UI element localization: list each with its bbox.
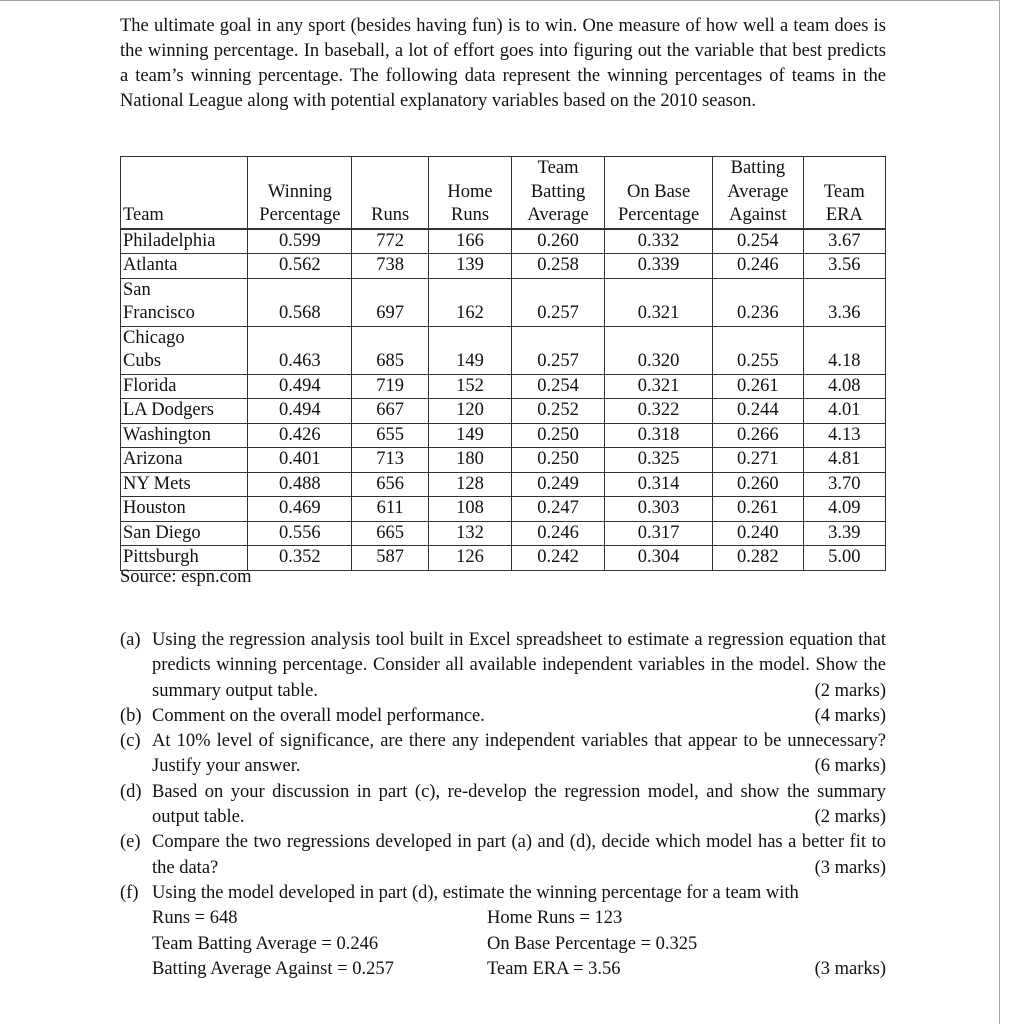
table-cell: 0.242 [512, 546, 605, 571]
table-cell: 719 [352, 374, 429, 399]
table-cell: 587 [352, 546, 429, 571]
question-item [120, 628, 886, 704]
table-cell: 656 [352, 472, 429, 497]
column-header-line: Against [729, 205, 787, 225]
table-row [121, 254, 886, 279]
table-cell: 4.18 [803, 326, 885, 374]
table-cell: 0.321 [605, 374, 713, 399]
table-row [121, 472, 886, 497]
column-header-line: Team [823, 181, 865, 202]
table-cell: 667 [352, 399, 429, 424]
question-label: (e) [120, 832, 141, 853]
question-item [120, 881, 886, 906]
column-header-line: Batting [530, 181, 586, 202]
table-cell: 0.250 [512, 423, 605, 448]
given-value: On Base Percentage = 0.325 [487, 933, 698, 954]
column-header-line: Home [447, 181, 493, 202]
table-cell: 0.325 [605, 448, 713, 473]
table-cell: 738 [352, 254, 429, 279]
table-cell: 0.260 [713, 472, 804, 497]
table-cell: 0.246 [512, 521, 605, 546]
column-header-line: On Base [627, 181, 691, 202]
source-note: Source: espn.com [120, 567, 252, 587]
table-cell: 0.463 [248, 326, 352, 374]
table-row [121, 423, 886, 448]
question-item [120, 729, 886, 780]
table-cell: 0.426 [248, 423, 352, 448]
given-value: Home Runs = 123 [487, 908, 623, 929]
table-cell: 5.00 [803, 546, 885, 571]
table-cell: 665 [352, 521, 429, 546]
column-header [803, 157, 885, 229]
team-name-cell: NY Mets [121, 472, 248, 497]
given-value: Batting Average Against = 0.257 [152, 958, 394, 979]
table-cell: 0.332 [605, 229, 713, 254]
question-marks: (2 marks) [814, 680, 886, 701]
table-cell: 149 [429, 326, 512, 374]
table-cell: 0.254 [713, 229, 804, 254]
question-text: Using the regression analysis tool built in Excel spreadsheet to estimate a regression equation that predicts winning percentage. Consider all available independent variables in the model. Show the summary output table. (2 marks) [152, 628, 886, 704]
table-header-row [121, 157, 886, 229]
table-cell: 0.254 [512, 374, 605, 399]
given-value: Runs = 648 [152, 908, 238, 929]
team-name-cell: San Francisco [121, 278, 248, 326]
table-cell: 0.599 [248, 229, 352, 254]
table-row [121, 374, 886, 399]
table-cell: 120 [429, 399, 512, 424]
column-header-line: Runs [451, 205, 490, 225]
team-name-cell: Arizona [121, 448, 248, 473]
column-header-line: Batting [730, 158, 786, 178]
column-header-line: Winning [267, 181, 332, 202]
question-marks: (4 marks) [814, 705, 886, 726]
table-cell: 0.304 [605, 546, 713, 571]
team-name-cell: Florida [121, 374, 248, 399]
question-marks: (6 marks) [814, 756, 886, 777]
table-cell: 108 [429, 497, 512, 522]
table-cell: 0.401 [248, 448, 352, 473]
table-cell: 713 [352, 448, 429, 473]
table-cell: 697 [352, 278, 429, 326]
table-cell: 0.246 [713, 254, 804, 279]
team-name-cell: LA Dodgers [121, 399, 248, 424]
table-cell: 4.01 [803, 399, 885, 424]
question-item [120, 780, 886, 831]
table-row [121, 399, 886, 424]
table-cell: 0.488 [248, 472, 352, 497]
team-name-cell: Chicago Cubs [121, 326, 248, 374]
column-header-line: ERA [825, 205, 863, 225]
table-cell: 0.271 [713, 448, 804, 473]
table-cell: 166 [429, 229, 512, 254]
column-header [713, 157, 804, 229]
table-cell: 4.13 [803, 423, 885, 448]
team-stats-table [120, 156, 886, 571]
table-cell: 0.494 [248, 399, 352, 424]
table-cell: 0.244 [713, 399, 804, 424]
table-cell: 0.562 [248, 254, 352, 279]
table-cell: 0.494 [248, 374, 352, 399]
table-cell: 0.556 [248, 521, 352, 546]
given-value: Team ERA = 3.56 [487, 958, 621, 979]
given-values-row [120, 906, 886, 931]
given-values-row [120, 957, 886, 982]
table-cell: 0.314 [605, 472, 713, 497]
table-cell: 0.352 [248, 546, 352, 571]
column-header-line: Runs [371, 205, 410, 225]
intro-paragraph: The ultimate goal in any sport (besides having fun) is to win. One measure of how well a team does is the winning percentage. In baseball, a lot of effort goes into figuring out the variable that best predicts a team’s winning percentage. The following data represent the winning percentages of teams in the National League along with potential explanatory variables based on the 2010 season. [120, 16, 886, 111]
column-header-line: Percentage [618, 205, 700, 225]
column-header-line: Team [537, 158, 579, 178]
question-text: Using the model developed in part (d), estimate the winning percentage for a team with [152, 882, 799, 903]
table-cell: 0.260 [512, 229, 605, 254]
question-marks: (3 marks) [814, 857, 886, 878]
given-value: Team Batting Average = 0.246 [152, 933, 379, 954]
question-label: (b) [120, 705, 142, 726]
column-header-line: Average [527, 205, 589, 225]
table-cell: 126 [429, 546, 512, 571]
table-cell: 0.266 [713, 423, 804, 448]
table-cell: 0.240 [713, 521, 804, 546]
table-cell: 3.36 [803, 278, 885, 326]
team-name-cell: San Diego [121, 521, 248, 546]
table-row [121, 448, 886, 473]
table-cell: 772 [352, 229, 429, 254]
table-cell: 611 [352, 497, 429, 522]
table-cell: 655 [352, 423, 429, 448]
table-cell: 0.321 [605, 278, 713, 326]
question-label: (f) [120, 882, 139, 903]
table-cell: 685 [352, 326, 429, 374]
column-header [512, 157, 605, 229]
table-cell: 0.249 [512, 472, 605, 497]
team-name-cell: Philadelphia [121, 229, 248, 254]
table-cell: 3.67 [803, 229, 885, 254]
table-cell: 0.320 [605, 326, 713, 374]
questions-list [120, 628, 886, 982]
table-cell: 0.250 [512, 448, 605, 473]
table-cell: 0.303 [605, 497, 713, 522]
column-header [605, 157, 713, 229]
column-header-line: Average [727, 181, 789, 202]
table-cell: 4.08 [803, 374, 885, 399]
table-cell: 0.568 [248, 278, 352, 326]
table-cell: 0.257 [512, 326, 605, 374]
team-name-cell: Pittsburgh [121, 546, 248, 571]
table-cell: 152 [429, 374, 512, 399]
table-cell: 0.261 [713, 497, 804, 522]
column-header [121, 157, 248, 229]
table-row [121, 229, 886, 254]
column-header [352, 157, 429, 229]
table-cell: 3.70 [803, 472, 885, 497]
question-item [120, 704, 886, 729]
table-row [121, 521, 886, 546]
table-cell: 0.339 [605, 254, 713, 279]
table-cell: 0.317 [605, 521, 713, 546]
table-cell: 0.252 [512, 399, 605, 424]
table-cell: 180 [429, 448, 512, 473]
question-text: Based on your discussion in part (c), re-develop the regression model, and show the summary output table. (2 marks) [152, 780, 886, 831]
column-header-line: Team [123, 205, 164, 225]
table-cell: 0.258 [512, 254, 605, 279]
question-marks: (2 marks) [814, 807, 886, 828]
given-values-row [120, 932, 886, 957]
table-cell: 0.236 [713, 278, 804, 326]
table-cell: 0.469 [248, 497, 352, 522]
table-cell: 0.255 [713, 326, 804, 374]
table-cell: 162 [429, 278, 512, 326]
column-header [248, 157, 352, 229]
table-cell: 149 [429, 423, 512, 448]
question-text: At 10% level of significance, are there any independent variables that appear to be unnecessary? Justify your answer. (6 marks) [152, 729, 886, 780]
table-cell: 0.282 [713, 546, 804, 571]
table-row [121, 326, 886, 374]
question-marks: (3 marks) [814, 958, 886, 979]
table-cell: 4.09 [803, 497, 885, 522]
table-cell: 128 [429, 472, 512, 497]
table-cell: 0.257 [512, 278, 605, 326]
team-name-cell: Atlanta [121, 254, 248, 279]
table-cell: 4.81 [803, 448, 885, 473]
column-header [429, 157, 512, 229]
table-row [121, 497, 886, 522]
table-row [121, 278, 886, 326]
table-cell: 0.247 [512, 497, 605, 522]
table-cell: 0.318 [605, 423, 713, 448]
team-name-cell: Houston [121, 497, 248, 522]
table-cell: 0.261 [713, 374, 804, 399]
table-cell: 3.39 [803, 521, 885, 546]
question-item [120, 830, 886, 881]
table-cell: 3.56 [803, 254, 885, 279]
column-header-line: Percentage [259, 205, 341, 225]
table-cell: 139 [429, 254, 512, 279]
team-name-cell: Washington [121, 423, 248, 448]
question-text: Comment on the overall model performance. (4 marks) [152, 704, 886, 729]
question-label: (d) [120, 781, 142, 802]
question-label: (a) [120, 630, 141, 650]
table-cell: 132 [429, 521, 512, 546]
table-cell: 0.322 [605, 399, 713, 424]
question-text: Compare the two regressions developed in part (a) and (d), decide which model has a better fit to the data? (3 marks) [152, 830, 886, 881]
question-label: (c) [120, 731, 141, 752]
